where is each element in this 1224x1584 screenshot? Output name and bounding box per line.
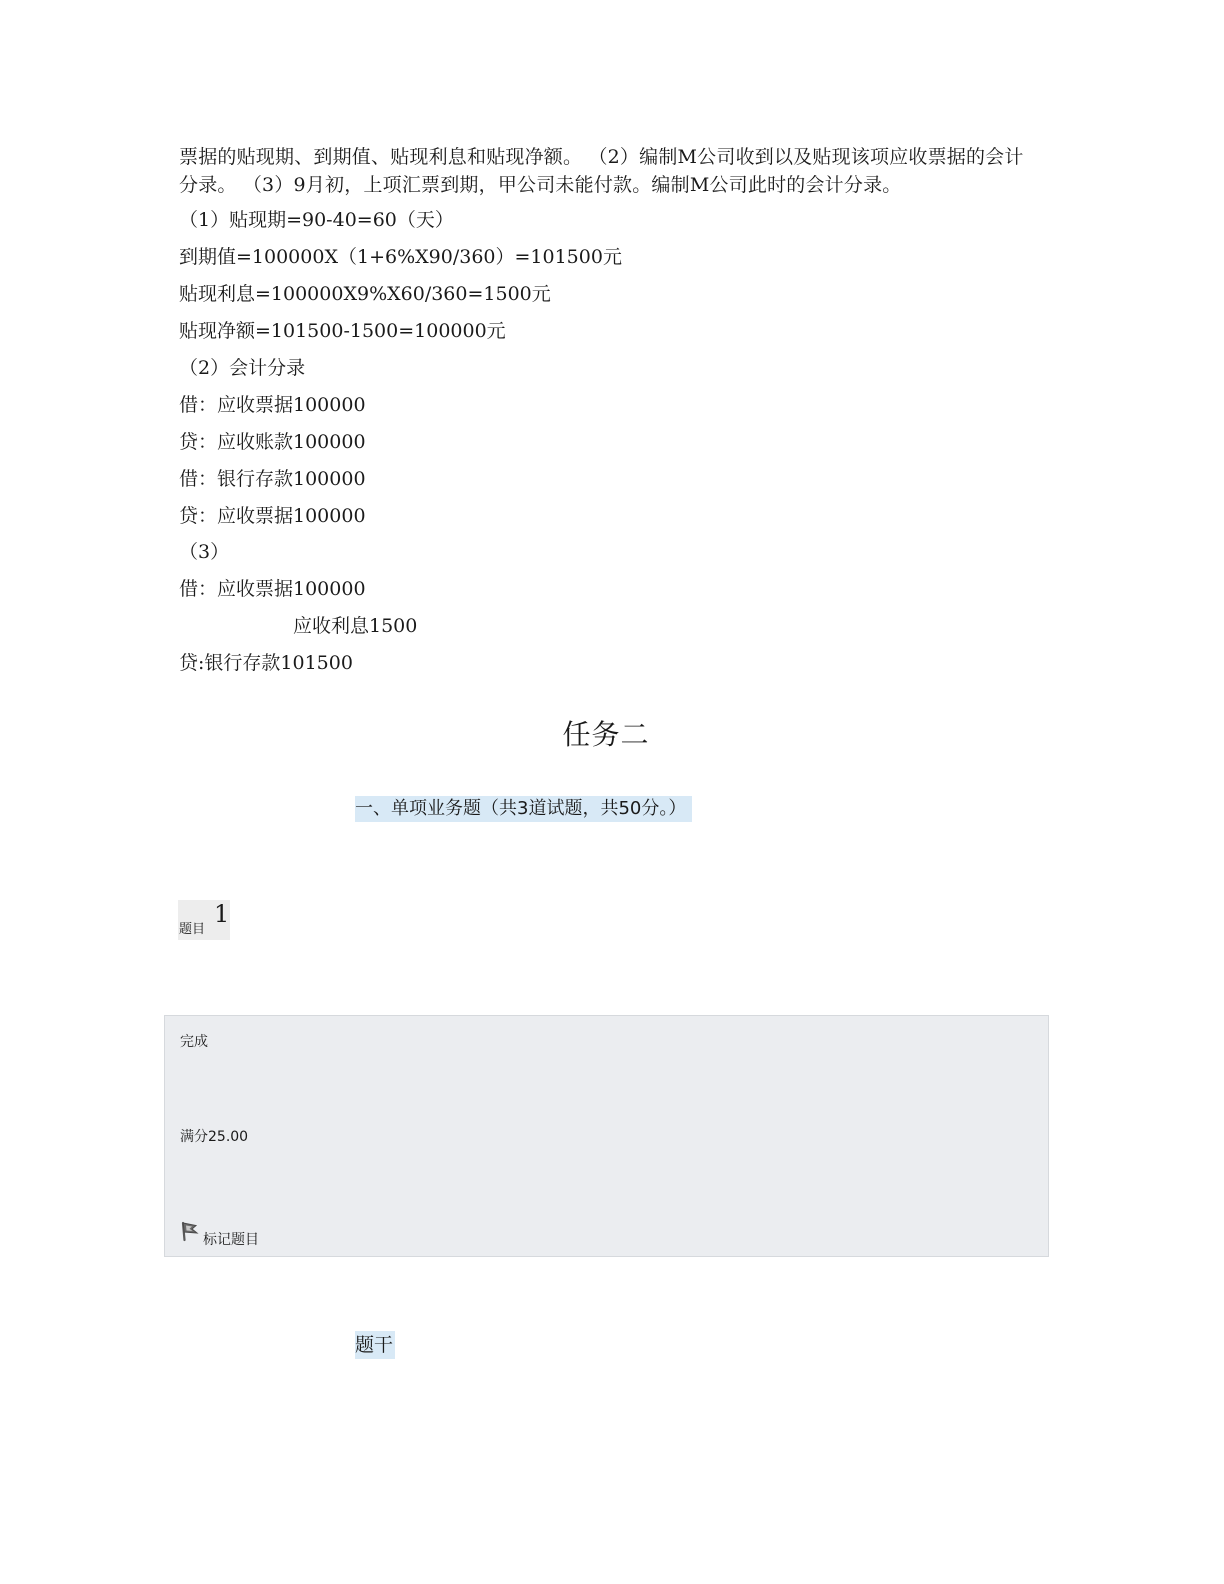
solution-line-entry-6: 应收利息1500 [293, 615, 418, 637]
question-info-panel [164, 1015, 1049, 1257]
flag-icon [180, 1220, 200, 1242]
solution-line-part3-heading: （3） [179, 541, 230, 563]
section-heading: 一、单项业务题（共3道试题，共50分。） [355, 796, 692, 822]
question-tag [178, 900, 230, 940]
question-label: 题目 [179, 922, 206, 937]
question-status: 完成 [180, 1034, 208, 1050]
solution-line-entry-4: 贷：应收票据100000 [179, 505, 366, 527]
question-stem-heading: 题干 [355, 1331, 395, 1359]
solution-line-maturity-value: 到期值=100000X（1+6%X90/360）=101500元 [179, 246, 622, 268]
problem-intro: 票据的贴现期、到期值、贴现利息和贴现净额。 （2）编制M公司收到以及贴现该项应收票据的会计分录。 （3）9月初，上项汇票到期，甲公司未能付款。编制M公司此时的会计分录。 [179, 146, 1024, 196]
solution-line-entry-1: 借：应收票据100000 [179, 394, 366, 416]
question-max-score: 满分25.00 [180, 1129, 249, 1145]
flag-question-label: 标记题目 [203, 1232, 259, 1248]
solution-line-net-proceeds: 贴现净额=101500-1500=100000元 [179, 320, 506, 342]
solution-line-entry-2: 贷：应收账款100000 [179, 431, 366, 453]
task-title: 任务二 [562, 718, 650, 751]
question-number: 1 [214, 900, 230, 928]
solution-line-discount-period: （1）贴现期=90-40=60（天） [179, 209, 454, 231]
solution-line-discount-interest: 贴现利息=100000X9%X60/360=1500元 [179, 283, 551, 305]
solution-line-entry-7: 贷:银行存款101500 [179, 652, 353, 674]
solution-line-journal-heading: （2）会计分录 [179, 357, 306, 379]
solution-line-entry-3: 借：银行存款100000 [179, 468, 366, 490]
solution-line-entry-5: 借：应收票据100000 [179, 578, 366, 600]
